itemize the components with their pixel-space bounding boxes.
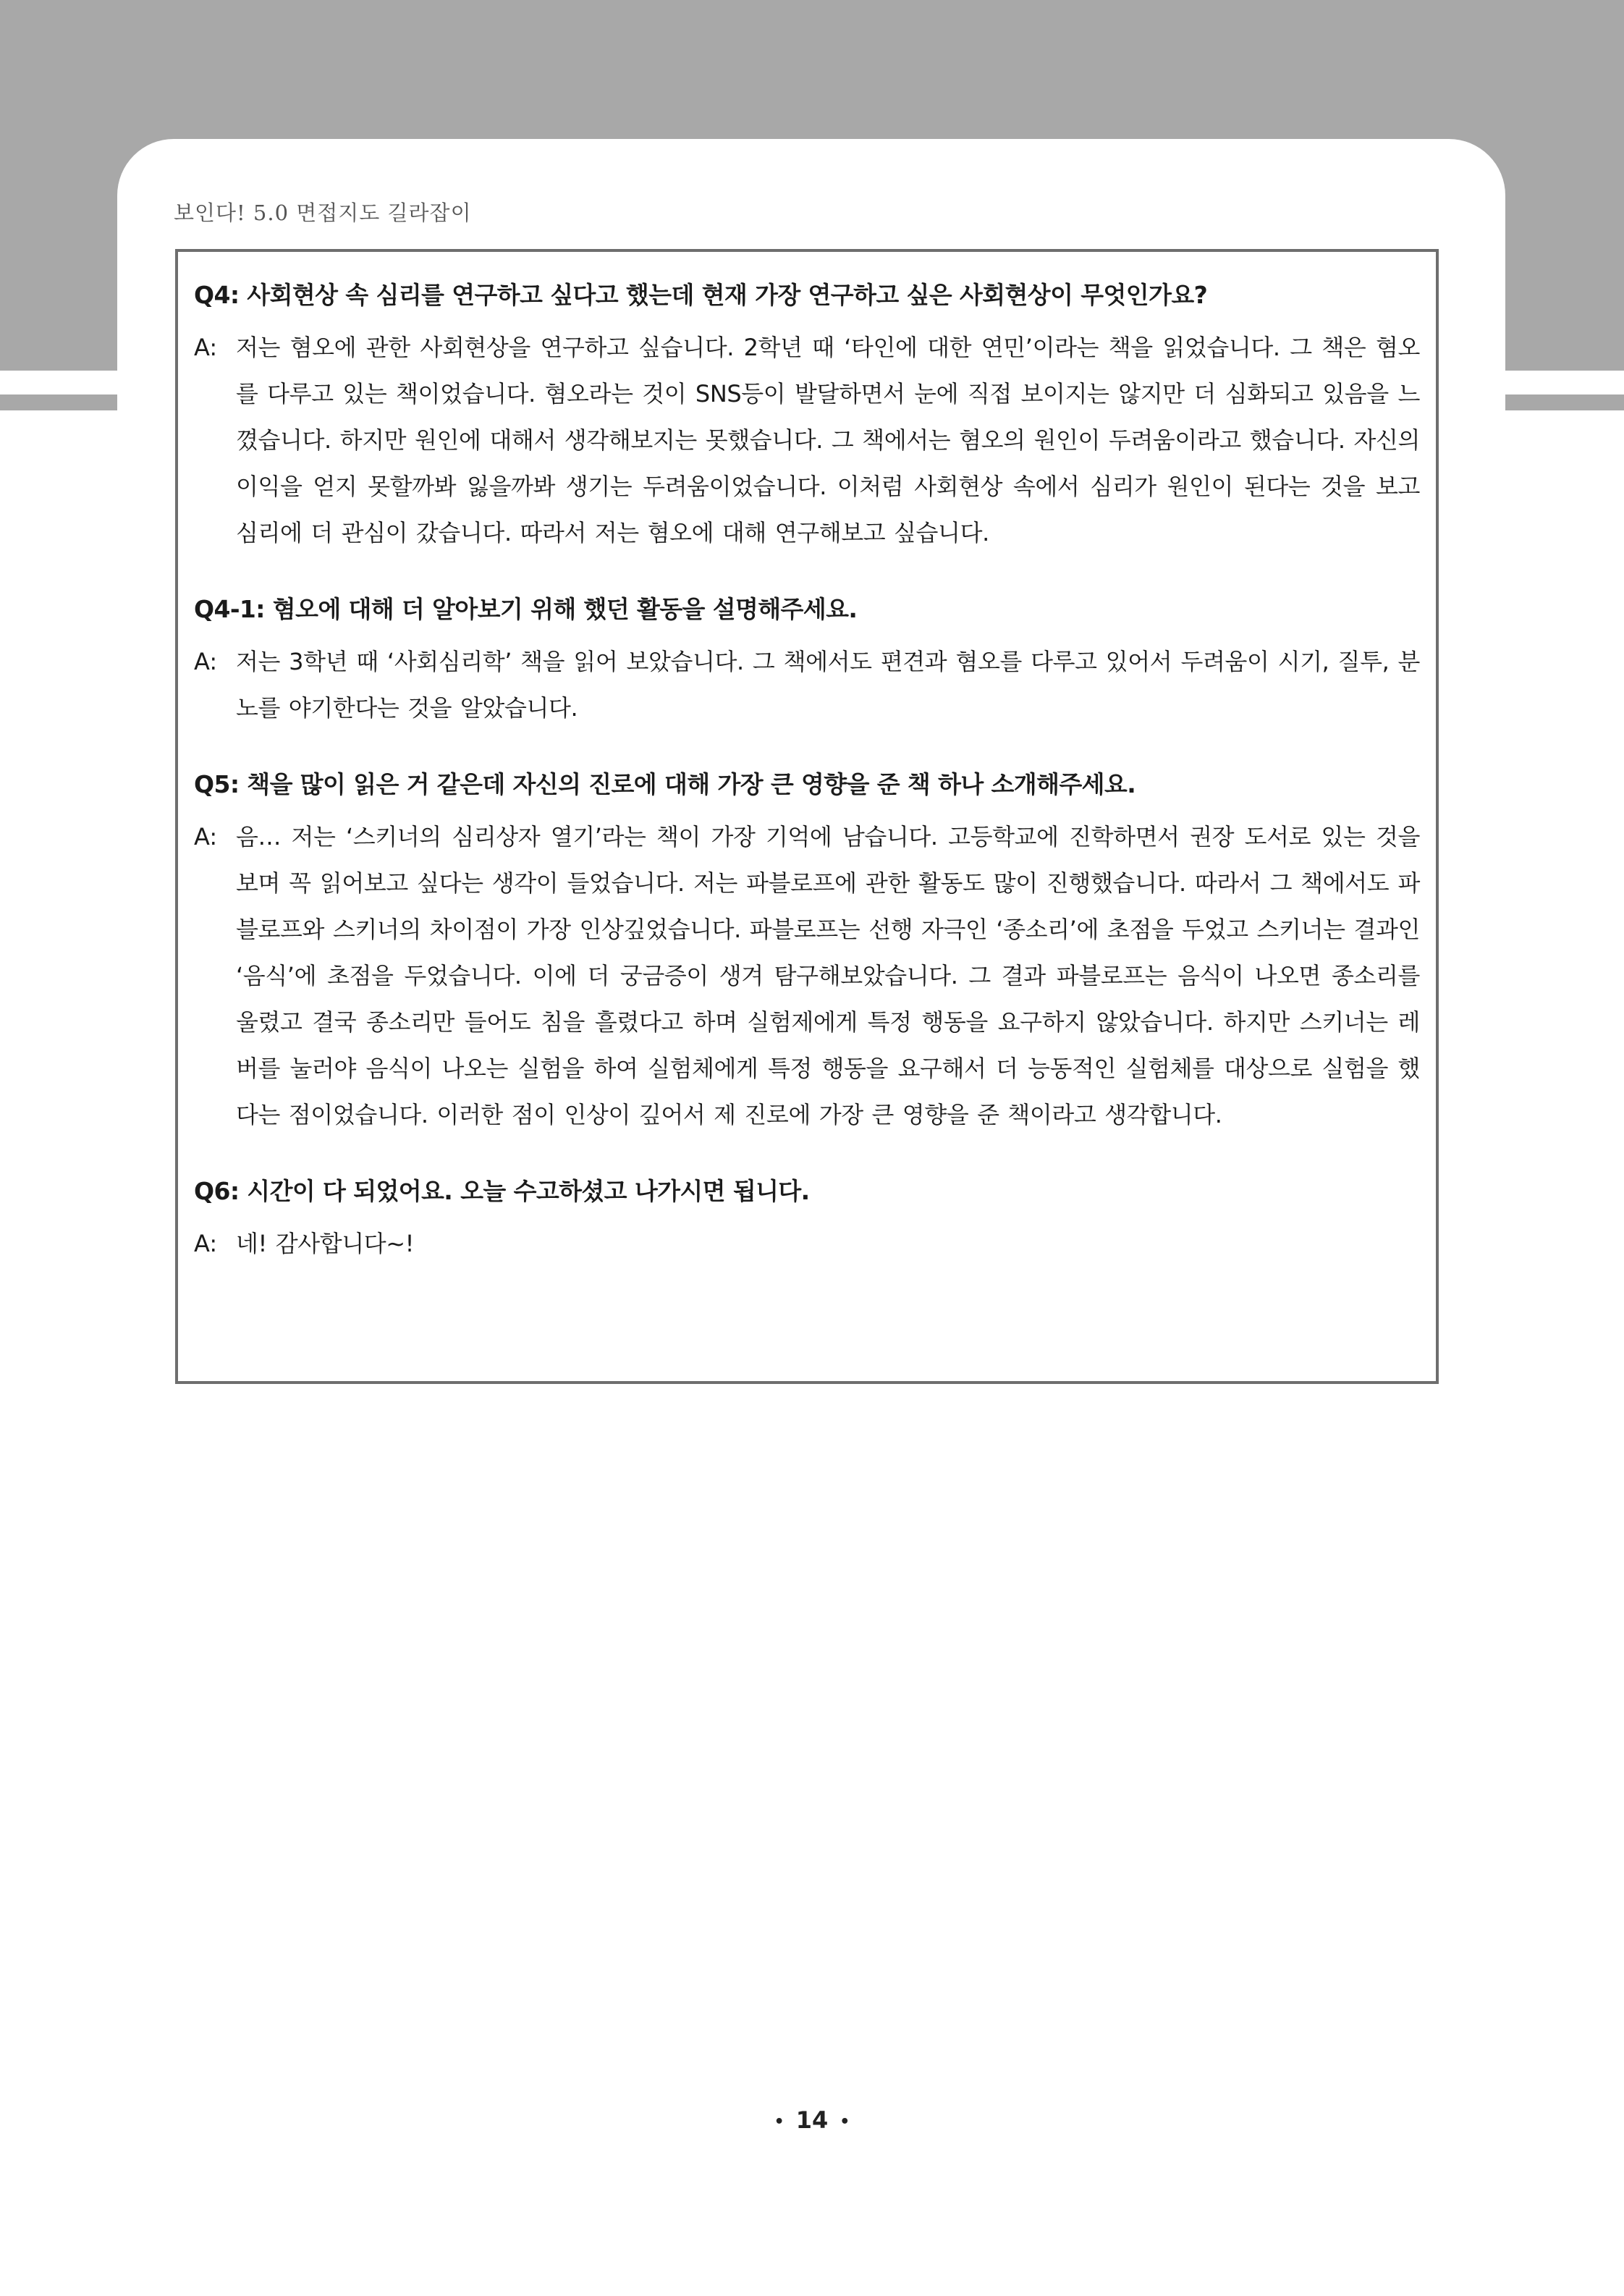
qa-item-q4 <box>194 272 1420 556</box>
question-q4: Q4: 사회현상 속 심리를 연구하고 싶다고 했는데 현재 가장 연구하고 싶은 사회현상이 무엇인가요? <box>194 281 1208 309</box>
running-header: 보인다! 5.0 면접지도 길라잡이 <box>174 201 472 225</box>
answer-q5 <box>194 814 1420 1138</box>
answer-q6 <box>194 1220 1420 1267</box>
answer-marker: A: <box>194 823 218 851</box>
answer-marker: A: <box>194 1230 218 1257</box>
qa-item-q4-1 <box>194 586 1420 731</box>
question-q4-1: Q4-1: 혐오에 대해 더 알아보기 위해 했던 활동을 설명해주세요. <box>194 595 858 623</box>
qa-item-q6 <box>194 1168 1420 1267</box>
left-side-rule <box>0 394 117 410</box>
page-number-value: 14 <box>795 2106 829 2134</box>
question-q6: Q6: 시간이 다 되었어요. 오늘 수고하셨고 나가시면 됩니다. <box>194 1177 810 1205</box>
answer-text-q6: 네! 감사합니다~! <box>236 1230 415 1257</box>
qa-item-q5 <box>194 761 1420 1138</box>
page-number <box>0 2106 1624 2134</box>
question-q5: Q5: 책을 많이 읽은 거 같은데 자신의 진로에 대해 가장 큰 영향을 준 책 하나 소개해주세요. <box>194 770 1136 798</box>
right-side-rule <box>1505 394 1624 410</box>
answer-q4 <box>194 324 1420 556</box>
answer-text-q4: 저는 혐오에 관한 사회현상을 연구하고 싶습니다. 2학년 때 ‘타인에 대한 연민’이라는 책을 읽었습니다. 그 책은 혐오를 다루고 있는 책이었습니다. 혐오라는 것이 SNS등이 발달하면서 눈에 직접 보이지는 않지만 더 심화되고 있음을 느꼈습니다. 하지만 원인에 대해서 생각해보지는 못했습니다. 그 책에서는 혐오의 원인이 두려움이라고 했습니다. 자신의 이익을 얻지 못할까봐 잃을까봐 생기는 두려움이었습니다. 이처럼 사회현상 속에서 심리가 원인이 된다는 것을 보고 심리에 더 관심이 갔습니다. 따라서 저는 혐오에 대해 연구해보고 싶습니다. <box>236 334 1420 546</box>
answer-text-q4-1: 저는 3학년 때 ‘사회심리학’ 책을 읽어 보았습니다. 그 책에서도 편견과 혐오를 다루고 있어서 두려움이 시기, 질투, 분노를 야기한다는 것을 알았습니다. <box>236 648 1420 722</box>
answer-text-q5: 음… 저는 ‘스키너의 심리상자 열기’라는 책이 가장 기억에 남습니다. 고등학교에 진학하면서 권장 도서로 있는 것을 보며 꼭 읽어보고 싶다는 생각이 들었습니다. 저는 파블로프에 관한 활동도 많이 진행했습니다. 따라서 그 책에서도 파블로프와 스키너의 차이점이 가장 인상깊었습니다. 파블로프는 선행 자극인 ‘종소리’에 초점을 두었고 스키너는 결과인 ‘음식’에 초점을 두었습니다. 이에 더 궁금증이 생겨 탐구해보았습니다. 그 결과 파블로프는 음식이 나오면 종소리를 울렸고 결국 종소리만 들어도 침을 흘렸다고 하며 실험제에게 특정 행동을 요구하지 않았습니다. 하지만 스키너는 레버를 눌러야 음식이 나오는 실험을 하여 실험체에게 특정 행동을 요구해서 더 능동적인 실험체를 대상으로 실험을 했다는 점이었습니다. 이러한 점이 인상이 깊어서 제 진로에 가장 큰 영향을 준 책이라고 생각합니다. <box>236 823 1420 1128</box>
answer-marker: A: <box>194 334 218 361</box>
bullet-dot-icon: • <box>774 2112 784 2131</box>
answer-q4-1 <box>194 638 1420 731</box>
answer-marker: A: <box>194 648 218 675</box>
interview-qa-box <box>175 249 1439 1384</box>
bullet-dot-icon: • <box>840 2112 850 2131</box>
